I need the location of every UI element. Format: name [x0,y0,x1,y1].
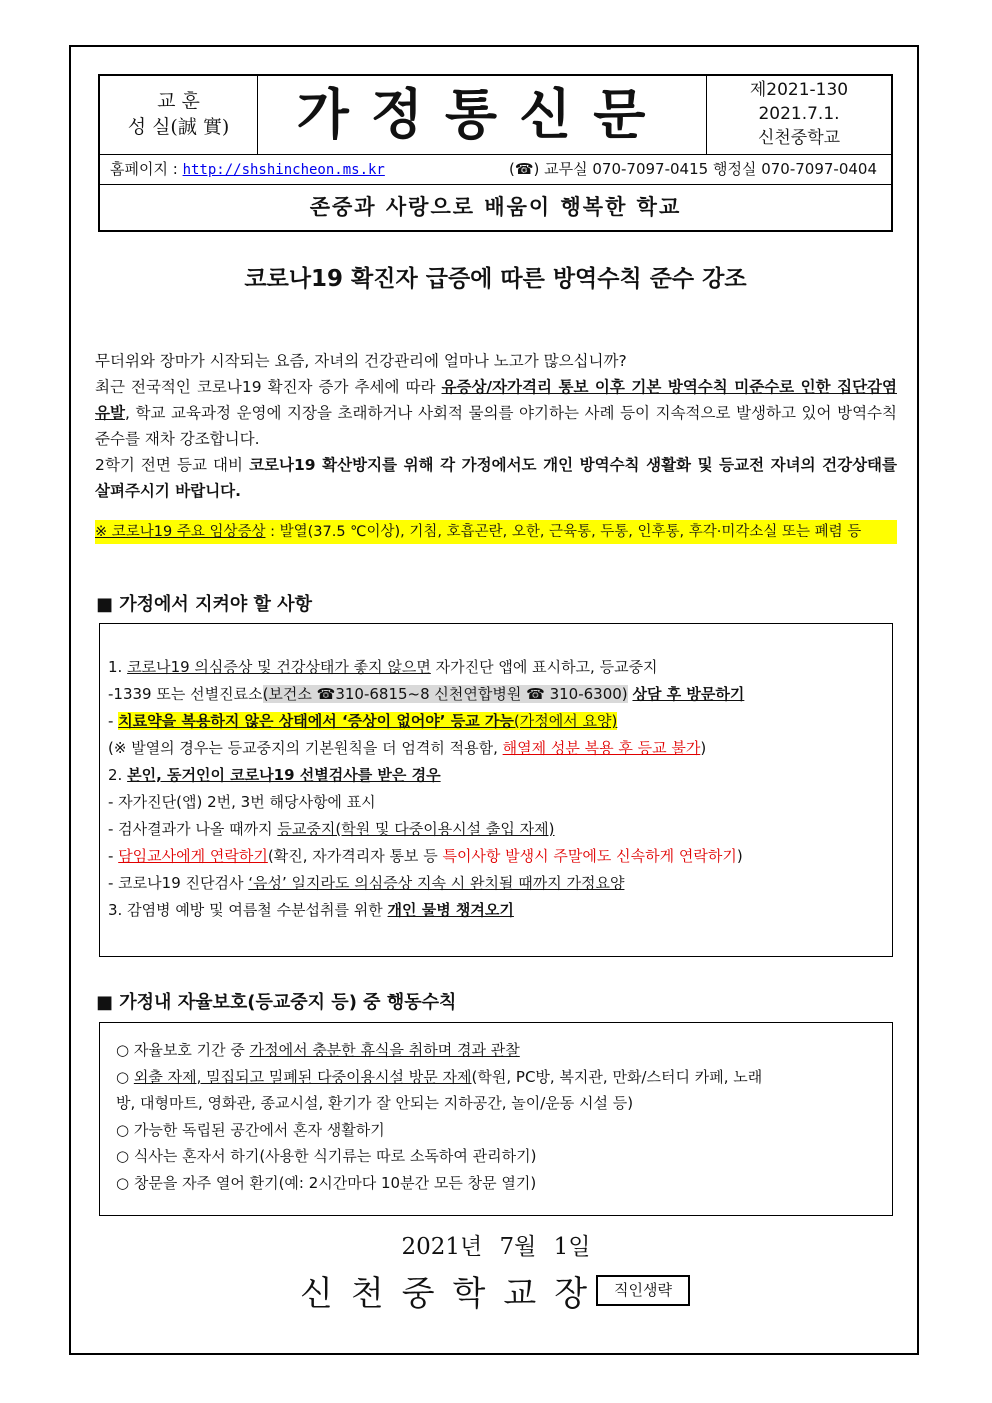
protection-item: ○ 가능한 독립된 공간에서 혼자 생활하기 [116,1120,385,1139]
item-emphasis: 외출 자제, 밀집되고 밀폐된 다중이용시설 방문 자제 [133,1067,472,1086]
rule-highlight: 치료약을 복용하지 않은 상태에서 ‘증상이 없어야’ 등교 가능 [118,712,514,730]
symptoms-label: ※ 코로나19 주요 임상증상 [95,524,266,540]
rule-red-emphasis: 담임교사에게 연락하기 [118,847,268,865]
newsletter-title: 가정통신문 [296,83,668,146]
protection-item: ○ 식사는 혼자서 하기(사용한 식기류는 따로 소독하여 관리하기) [116,1147,537,1165]
protection-item-cont: 방, 대형마트, 영화관, 종교시설, 환기가 잘 안되는 지하공간, 놀이/운동 시설 등) [116,1094,634,1112]
rule-text: - 검사결과가 나올 때까지 [108,820,278,838]
issue-info [706,76,891,154]
rule-text: 자가진단 앱에 표시하고, 등교중지 [430,658,658,676]
home-rules-list [108,654,744,924]
rule-emphasis: 상담 후 방문하기 [632,685,745,703]
rule-emphasis: 등교중지(학원 및 다중이용시설 출입 자제) [277,820,555,838]
homepage-link[interactable]: http://shshincheon.ms.kr [182,162,385,178]
document-title: 코로나19 확진자 급증에 따른 방역수칙 준수 강조 [244,266,747,292]
rule-line [108,897,744,924]
seal-omitted-stamp: 직인생략 [596,1275,690,1306]
rule-line [108,762,744,789]
protection-item [116,1064,762,1091]
rule-line [108,843,744,870]
issue-number: 제2021-130 [749,80,849,100]
rule-line [108,816,744,843]
symptoms-note [95,520,897,544]
rule-line [108,735,744,762]
rule-text: - 코로나19 진단검사 [108,874,249,892]
item-emphasis: 가정에서 충분한 휴식을 취하며 경과 관찰 [249,1041,520,1059]
rule-text: 3. 감염병 예방 및 여름철 수분섭취를 위한 [108,901,388,919]
header-contact-row [100,154,891,185]
homepage-label: 홈페이지 : [110,160,183,178]
intro-paragraph-2 [95,374,897,452]
intro-paragraph-1: 무더위와 장마가 시작되는 요즘, 자녀의 건강관리에 얼마나 노고가 많으십니까? [95,352,627,370]
rule-red-emphasis: 해열제 성분 복용 후 등교 불가 [502,739,701,757]
home-rules-box [99,623,893,957]
protection-item: ○ 창문을 자주 열어 환기(예: 2시간마다 10분간 모든 창문 열기) [116,1173,537,1192]
protection-item [116,1037,762,1064]
rule-dash: - [108,847,119,865]
intro-p3-text: 2학기 전면 등교 대비 [95,456,250,474]
rule-emphasis: 개인 물병 챙겨오기 [387,901,514,919]
principal-signature: 신천중학교장 [300,1274,606,1314]
self-protection-box [99,1022,893,1216]
issue-date: 2021.7.1. [758,104,840,124]
intro-p3-emphasis: 코로나19 확산방지를 위해 각 가정에서도 개인 방역수칙 생활화 및 등교전 자녀의 건강상태를 살펴주시기 바랍니다. [95,456,897,500]
contact-phones: (☎) 교무실 070-7097-0415 행정실 070-7097-0404 [508,160,877,178]
school-motto [100,76,258,154]
self-protection-list [116,1037,762,1196]
symptoms-list: : 발열(37.5 ℃이상), 기침, 호흡곤란, 오한, 근육통, 두통, 인후통, 후각·미각소실 또는 폐렴 등 [265,524,862,540]
rule-text-end: ) [700,739,707,757]
rule-line [108,708,744,735]
intro-p2-rest: , 학교 교육과정 운영에 지장을 초래하거나 사회적 물의를 야기하는 사례 등이 지속적으로 발생하고 있어 방역수칙 준수를 재차 강조합니다. [95,404,897,448]
intro-p2-text: 최근 전국적인 코로나19 확진자 증가 추세에 따라 [95,378,442,396]
school-slogan: 존중과 사랑으로 배움이 행복한 학교 [309,195,682,219]
intro-section [95,348,897,504]
newsletter-header [98,74,893,232]
rule-text: -1339 또는 선별진료소 [108,685,263,703]
rule-emphasis: 본인, 동거인이 코로나19 선별검사를 받은 경우 [127,766,441,784]
rule-line [108,654,744,681]
intro-paragraph-3 [95,452,897,504]
rule-text: (※ 발열의 경우는 등교중지의 기본원칙을 더 엄격히 적용함, [108,739,503,757]
rule-emphasis: ‘음성’ 일지라도 의심증상 지속 시 완치될 때까지 가정요양 [248,874,625,892]
intro-p2-emphasis: 유증상/자가격리 통보 이후 기본 방역수칙 미준수로 인한 집단감염 유발 [95,378,897,422]
rule-line [108,681,744,708]
rule-num: 1. [108,658,128,676]
rule-line [108,870,744,897]
rule-num: 2. [108,766,128,784]
motto-text: 성 실(誠 實) [127,116,230,138]
rule-highlight-paren: (가정에서 요양) [513,712,618,730]
header-top-row [100,76,891,155]
rule-red-text: 특이사항 발생시 주말에도 신속하게 연락하기 [442,847,737,865]
homepage [110,154,385,185]
rule-text-end: ) [736,847,743,865]
motto-label: 교 훈 [157,90,200,112]
item-text: ○ 자율보호 기간 중 [116,1041,250,1059]
rule-dash: - [108,712,119,730]
section-heading-home-rules: ■ 가정에서 지켜야 할 사항 [96,594,312,615]
rule-phone-numbers: (보건소 ☎310-6815~8 신천연합병원 ☎ 310-6300) [262,685,628,703]
rule-emphasis: 코로나19 의심증상 및 건강상태가 좋지 않으면 [127,658,431,676]
item-bullet: ○ [116,1067,134,1086]
school-name: 신천중학교 [757,128,841,148]
rule-text: (확진, 자가격리자 통보 등 [267,847,443,865]
section-heading-self-protection: ■ 가정내 자율보호(등교중지 등) 중 행동수칙 [96,992,457,1013]
rule-line: - 자가진단(앱) 2번, 3번 해당사항에 표시 [108,793,376,811]
issue-date-footer: 2021년 7월 1일 [401,1234,591,1260]
item-text: (학원, PC방, 복지관, 만화/스터디 카페, 노래 [471,1067,763,1086]
